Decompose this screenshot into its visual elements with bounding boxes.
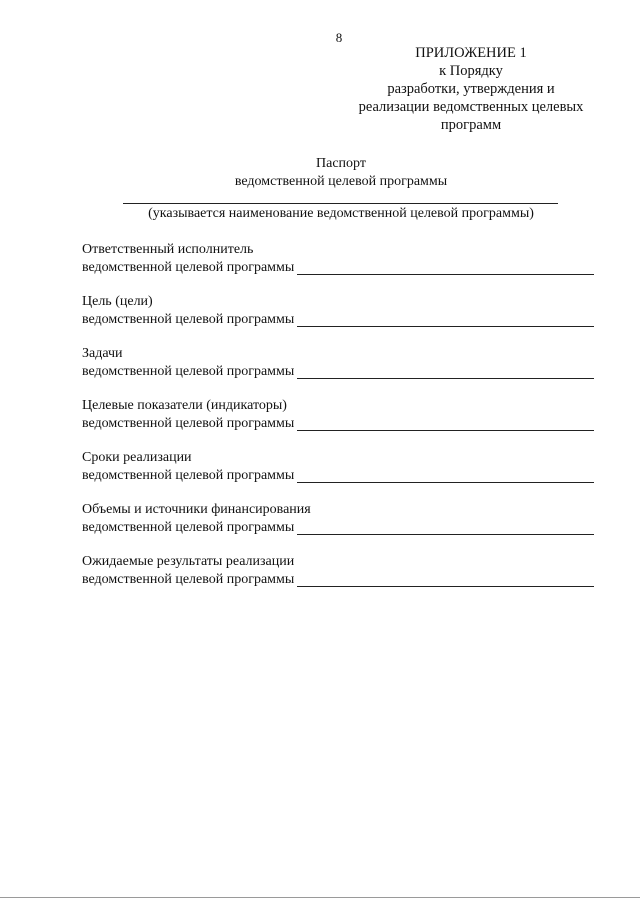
field-label: Цель (цели) (82, 294, 153, 309)
field-expected-results (82, 553, 594, 605)
appendix-line: разработки, утверждения и (387, 81, 555, 97)
appendix-line: программ (440, 117, 502, 133)
field-label: Целевые показатели (индикаторы) (82, 398, 287, 413)
page-bottom-edge (0, 897, 640, 898)
field-implementation-terms (82, 449, 594, 501)
field-responsible-executor (82, 241, 594, 293)
passport-heading (200, 155, 482, 191)
program-name-caption: (указывается наименование ведомственной целевой программы) (148, 206, 534, 221)
field-suffix: ведомственной целевой программы (82, 520, 295, 535)
field-suffix: ведомственной целевой программы (82, 468, 295, 483)
passport-title: Паспорт (316, 156, 366, 171)
field-fill-line[interactable] (297, 378, 594, 379)
page-number: 8 (335, 30, 343, 45)
field-label: Задачи (82, 346, 123, 361)
field-fill-line[interactable] (297, 482, 594, 483)
field-funding (82, 501, 594, 553)
field-suffix: ведомственной целевой программы (82, 260, 295, 275)
program-name-line[interactable] (123, 203, 558, 204)
field-label: Сроки реализации (82, 450, 192, 465)
field-target-indicators (82, 397, 594, 449)
field-suffix: ведомственной целевой программы (82, 572, 295, 587)
appendix-header (340, 44, 602, 134)
field-fill-line[interactable] (297, 326, 594, 327)
field-goals (82, 293, 594, 345)
field-fill-line[interactable] (297, 430, 594, 431)
field-fill-line[interactable] (297, 534, 594, 535)
passport-subtitle: ведомственной целевой программы (234, 174, 448, 189)
field-fill-line[interactable] (297, 274, 594, 275)
field-suffix: ведомственной целевой программы (82, 364, 295, 379)
field-suffix: ведомственной целевой программы (82, 312, 295, 327)
appendix-title: ПРИЛОЖЕНИЕ 1 (415, 45, 527, 61)
field-label: Ответственный исполнитель (82, 242, 254, 257)
field-suffix: ведомственной целевой программы (82, 416, 295, 431)
field-label: Объемы и источники финансирования (82, 502, 311, 517)
appendix-line: к Порядку (439, 63, 503, 79)
field-tasks (82, 345, 594, 397)
field-label: Ожидаемые результаты реализации (82, 554, 295, 569)
field-fill-line[interactable] (297, 586, 594, 587)
appendix-line: реализации ведомственных целевых (358, 99, 584, 115)
passport-fields (82, 241, 594, 605)
